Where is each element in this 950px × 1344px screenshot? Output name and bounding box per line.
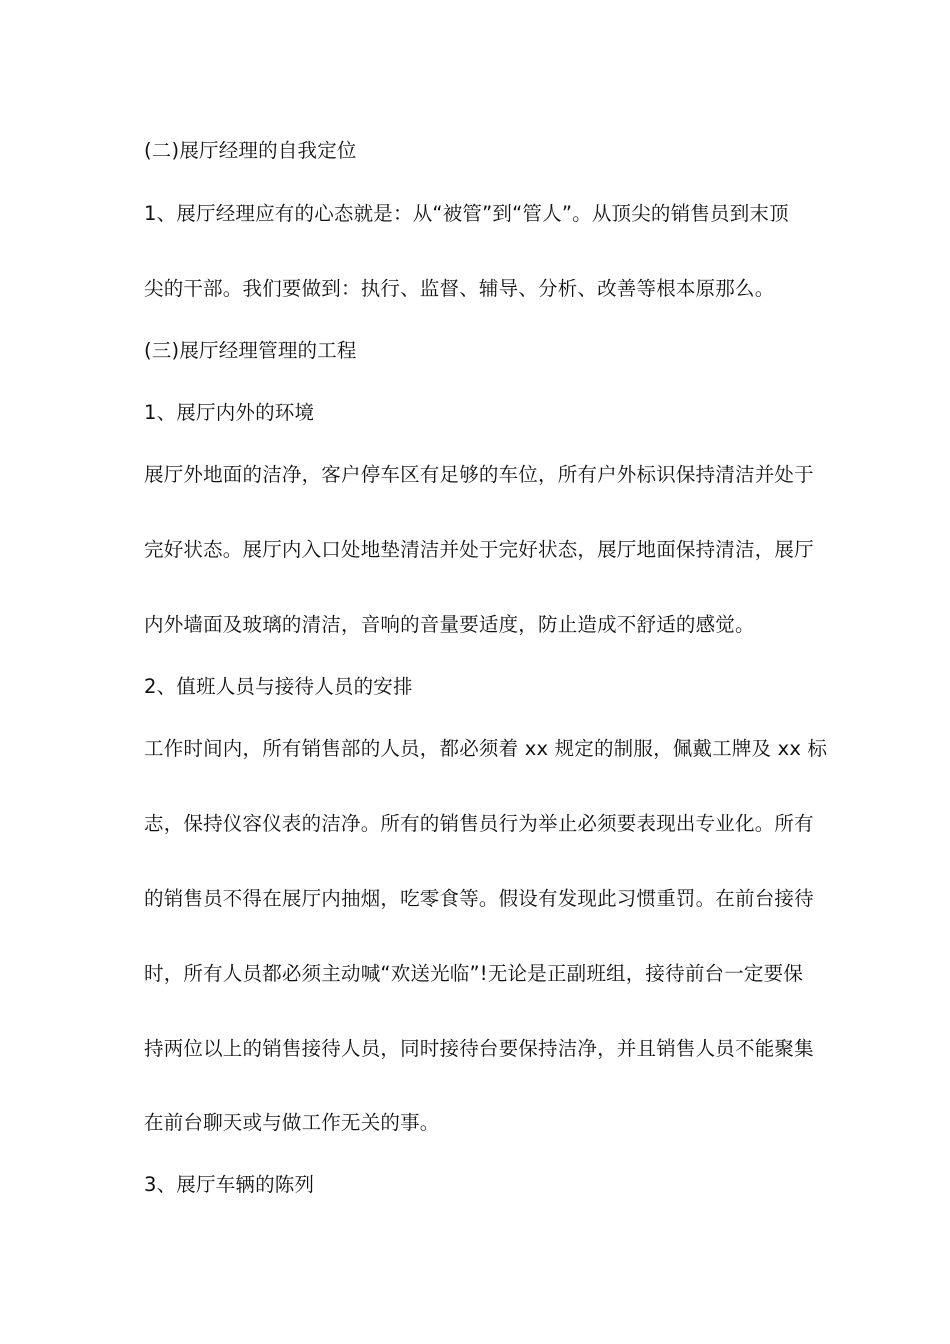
subsection-heading: 2、值班人员与接待人员的安排 xyxy=(144,675,413,698)
paragraph-line: 持两位以上的销售接待人员，同时接待台要保持洁净，并且销售人员不能聚集 xyxy=(144,1037,814,1060)
paragraph-line: 工作时间内，所有销售部的人员，都必须着 xx 规定的制服，佩戴工牌及 xx 标 xyxy=(144,737,828,760)
paragraph-line: 尖的干部。我们要做到：执行、监督、辅导、分析、改善等根本原那么。 xyxy=(144,277,775,300)
subsection-heading: 1、展厅内外的环境 xyxy=(144,401,315,424)
section-heading: (三)展厅经理管理的工程 xyxy=(144,339,357,362)
paragraph-line: 1、展厅经理应有的心态就是：从“被管”到“管人”。从顶尖的销售员到末顶 xyxy=(144,202,789,225)
paragraph-line: 内外墙面及玻璃的清洁，音响的音量要适度，防止造成不舒适的感觉。 xyxy=(144,613,755,636)
paragraph-line: 在前台聊天或与做工作无关的事。 xyxy=(144,1111,440,1134)
paragraph-line: 展厅外地面的洁净，客户停车区有足够的车位，所有户外标识保持清洁并处于 xyxy=(144,463,814,486)
paragraph-line: 的销售员不得在展厅内抽烟，吃零食等。假设有发现此习惯重罚。在前台接待 xyxy=(144,887,814,910)
paragraph-line: 志，保持仪容仪表的洁净。所有的销售员行为举止必须要表现出专业化。所有 xyxy=(144,812,814,835)
subsection-heading: 3、展厅车辆的陈列 xyxy=(144,1173,315,1196)
paragraph-line: 时，所有人员都必须主动喊“欢送光临”!无论是正副班组，接待前台一定要保 xyxy=(144,962,804,985)
section-heading: (二)展厅经理的自我定位 xyxy=(144,139,357,162)
paragraph-line: 完好状态。展厅内入口处地垫清洁并处于完好状态，展厅地面保持清洁，展厅 xyxy=(144,538,814,561)
